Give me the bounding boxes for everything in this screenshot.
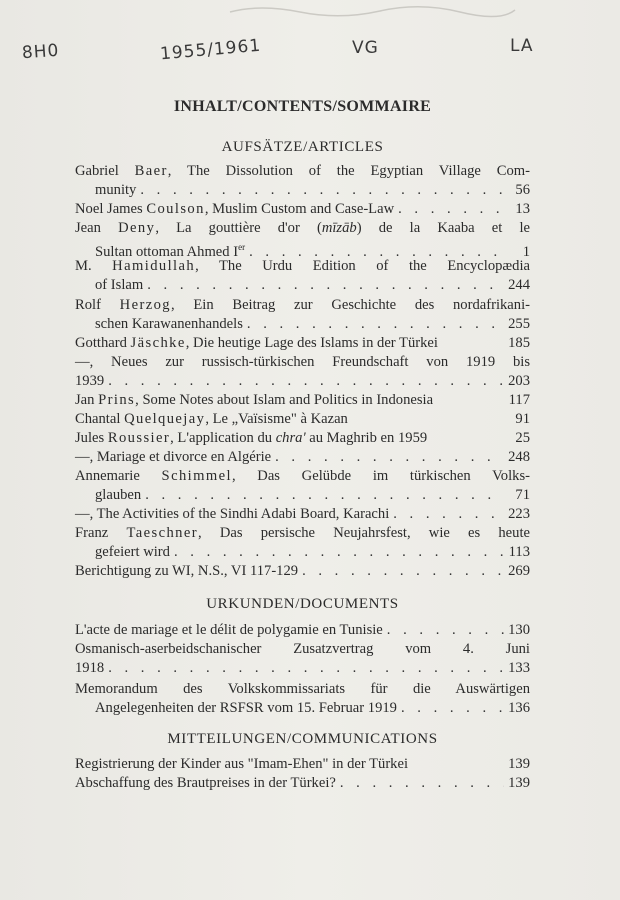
page-title: INHALT/CONTENTS/SOMMAIRE: [173, 98, 432, 115]
entry-text: Jan Prins, Some Notes about Islam and Politics in Indonesia: [75, 392, 434, 408]
handwritten-mark-right: LA: [510, 36, 534, 56]
section-heading-communications: MITTEILUNGEN/COMMUNICATIONS: [167, 731, 438, 747]
leader-dots: [275, 448, 504, 467]
page-number: 203: [508, 373, 530, 389]
toc-entry-taeschner: [75, 524, 530, 562]
entry-text: Registrierung der Kinder aus "Imam-Ehen" in der Türkei: [75, 756, 409, 772]
leader-dots: [302, 562, 504, 581]
toc-entry-baer: [75, 162, 530, 200]
toc-entry-coulson: [75, 200, 530, 219]
leader-dots: [247, 315, 504, 334]
entry-text: Angelegenheiten der RSFSR vom 15. Februar 1919: [95, 700, 397, 716]
entry-text: 1939: [75, 373, 105, 389]
entry-text: Noel James Coulson, Muslim Custom and Case-Law: [75, 201, 395, 217]
toc-entry-schimmel: [75, 467, 530, 505]
entry-text: Gotthard Jäschke, Die heutige Lage des Islams in der Türkei: [75, 335, 438, 351]
entry-text: Sultan ottoman Ahmed Ier: [95, 242, 246, 260]
leader-dots: [401, 699, 504, 718]
page-number: 244: [508, 277, 530, 293]
leader-dots: [387, 621, 504, 640]
entry-text: schen Karawanenhandels: [95, 316, 243, 332]
toc-entry-prins: [75, 391, 530, 410]
toc-entry-registrierung: [75, 755, 530, 774]
entry-text: Rolf Herzog, Ein Beitrag zur Geschichte des nordafrikani-: [75, 297, 530, 313]
section-heading-documents: URKUNDEN/DOCUMENTS: [206, 596, 399, 612]
page-number: 56: [515, 182, 530, 198]
page-number: 117: [508, 392, 530, 408]
toc-entry-roussier: [75, 429, 530, 448]
handwritten-mark-left: 8H0: [21, 40, 61, 64]
entry-text: Jules Roussier, L'application du chra' au Maghrib en 1959: [75, 430, 428, 446]
entry-text: glauben: [95, 487, 142, 503]
page-number: 223: [508, 506, 530, 522]
entry-text: Chantal Quelquejay, Le „Vaïsisme" à Kazan: [75, 411, 348, 427]
bleed-through-scribble: [220, 2, 520, 18]
handwritten-mark-years: 1955/1961: [159, 35, 262, 65]
entry-text: —, The Activities of the Sindhi Adabi Board, Karachi: [75, 506, 390, 522]
entry-text: 1918: [75, 660, 105, 676]
toc-entry-memorandum: [75, 680, 530, 718]
toc-entry-hamidullah: [75, 257, 530, 295]
entry-text: Memorandum des Volkskommissariats für die Auswärtigen: [75, 681, 530, 697]
toc-entry-schimmel-2: [75, 505, 530, 524]
page-number: 25: [515, 430, 530, 446]
page-number: 185: [508, 335, 530, 351]
leader-dots: [145, 486, 504, 505]
entry-text: Annemarie Schimmel, Das Gelübde im türkischen Volks-: [75, 468, 530, 484]
entry-text: —, Mariage et divorce en Algérie: [75, 449, 272, 465]
page-number: 113: [508, 544, 530, 560]
leader-dots: [174, 543, 504, 562]
page-number: 139: [508, 756, 530, 772]
leader-dots: [340, 774, 504, 793]
handwritten-mark-vg: VG: [352, 38, 379, 58]
page-number: 255: [508, 316, 530, 332]
leader-dots: [108, 659, 504, 678]
toc-entry-mariage: [75, 621, 530, 640]
toc-entry-roussier-2: [75, 448, 530, 467]
section-heading-articles: AUFSÄTZE/ARTICLES: [221, 139, 384, 155]
entry-text: gefeiert wird: [95, 544, 170, 560]
toc-entry-jaschke: [75, 334, 530, 353]
entry-text: Jean Deny, La gouttière d'or (mīzāb) de la Kaaba et le: [75, 220, 530, 236]
toc-entry-jaschke-2: [75, 353, 530, 391]
leader-dots: [393, 505, 504, 524]
entry-text: Abschaffung des Brautpreises in der Türkei?: [75, 775, 336, 791]
entry-text: —, Neues zur russisch-türkischen Freundschaft von 1919 bis: [75, 354, 530, 370]
entry-text: Osmanisch-aserbeidschanischer Zusatzvertrag vom 4. Juni: [75, 641, 530, 657]
page-number: 71: [515, 487, 530, 503]
entry-text: M. Hamidullah, The Urdu Edition of the Encyclopædia: [75, 258, 530, 274]
leader-dots: [398, 200, 504, 219]
entry-text: Franz Taeschner, Das persische Neujahrsfest, wie es heute: [75, 525, 530, 541]
page-number: 248: [508, 449, 530, 465]
toc-entry-zusatzvertrag: [75, 640, 530, 678]
entry-text: L'acte de mariage et le délit de polygamie en Tunisie: [75, 622, 383, 638]
page-number: 13: [515, 201, 530, 217]
page-number: 130: [508, 622, 530, 638]
page-number: 269: [508, 563, 530, 579]
bleed-through-text: [220, 2, 520, 18]
page-number: 133: [508, 660, 530, 676]
entry-text: Gabriel Baer, The Dissolution of the Egyptian Village Com-: [75, 163, 530, 179]
toc-entry-berichtigung: [75, 562, 530, 581]
toc-entry-deny: [75, 219, 530, 260]
leader-dots: [147, 276, 504, 295]
leader-dots: [108, 372, 504, 391]
page-number: 136: [508, 700, 530, 716]
page-number: 139: [508, 775, 530, 791]
toc-entry-quelquejay: [75, 410, 530, 429]
toc-entry-brautpreis: [75, 774, 530, 793]
entry-text: Berichtigung zu WI, N.S., VI 117-129: [75, 563, 299, 579]
leader-dots: [140, 181, 504, 200]
page-number: 91: [515, 411, 530, 427]
entry-text: of Islam: [95, 277, 144, 293]
toc-entry-herzog: [75, 296, 530, 334]
entry-text: munity: [95, 182, 137, 198]
page-number: 1: [522, 243, 530, 260]
